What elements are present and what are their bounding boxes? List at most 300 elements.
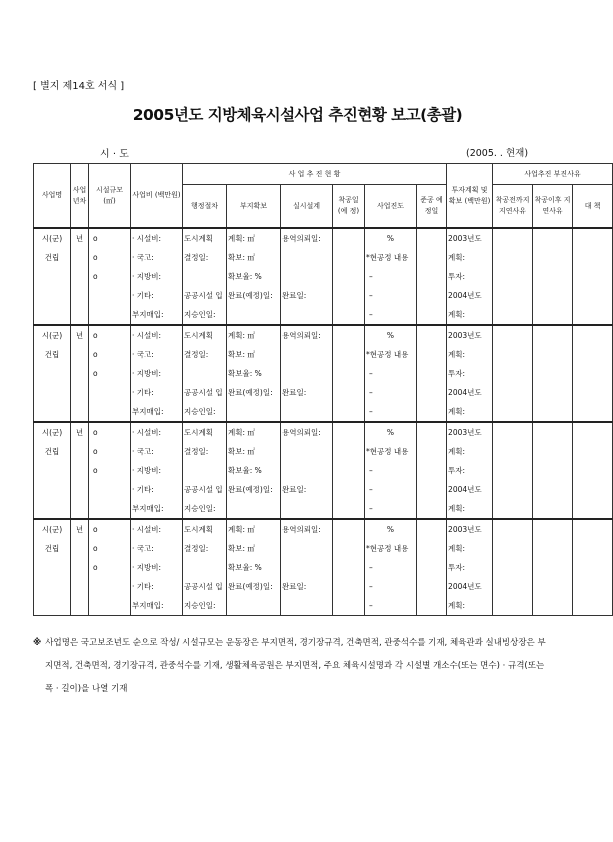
investment-cell: 투자: [447,364,493,383]
investment-cell: 2003년도 [447,519,493,539]
post-construction-reason-cell [533,248,573,267]
progress-cell: – [365,402,417,422]
project-cost-cell: · 기타: [131,480,183,499]
investment-cell: 계획: [447,402,493,422]
design-cell [281,499,333,519]
header-groundbreaking: 착공일 (예 정) [333,185,365,229]
project-name-cell [34,480,71,499]
header-progress-group: 사 업 추 진 현 황 [183,164,447,185]
progress-cell: – [365,461,417,480]
groundbreaking-cell [333,325,365,345]
facility-scale-cell: o [89,228,131,248]
admin-procedure-cell: 지승인일: [183,305,227,325]
progress-cell: – [365,267,417,286]
facility-scale-cell: o [89,345,131,364]
admin-procedure-cell: 도시계획 [183,325,227,345]
progress-cell: – [365,577,417,596]
land-acquisition-cell: 확보율: % [227,267,281,286]
post-construction-reason-cell [533,558,573,577]
project-year-cell [71,383,89,402]
admin-procedure-cell: 결정일: [183,248,227,267]
completion-cell [417,596,447,616]
investment-cell: 계획: [447,442,493,461]
groundbreaking-cell [333,248,365,267]
progress-report-table [33,163,613,616]
project-year-cell [71,364,89,383]
admin-procedure-cell: 공공시설 입 [183,286,227,305]
project-cost-cell: 부지매입: [131,402,183,422]
design-cell [281,402,333,422]
header-progress: 사업진도 [365,185,417,229]
admin-procedure-cell: 공공시설 입 [183,480,227,499]
design-cell: 완료일: [281,577,333,596]
project-cost-cell: · 국고: [131,539,183,558]
admin-procedure-cell [183,267,227,286]
design-cell [281,461,333,480]
investment-cell: 2003년도 [447,422,493,442]
project-year-cell [71,558,89,577]
admin-procedure-cell: 결정일: [183,345,227,364]
project-cost-cell: · 기타: [131,383,183,402]
form-number: [ 별지 제14호 서식 ] [33,81,125,92]
project-row [34,558,613,577]
project-name-cell [34,364,71,383]
completion-cell [417,228,447,248]
design-cell [281,305,333,325]
project-name-cell [34,499,71,519]
project-year-cell: 년 [71,422,89,442]
footnote-mark: ※ [33,638,42,648]
project-year-cell [71,345,89,364]
countermeasure-cell [573,248,613,267]
completion-cell [417,480,447,499]
land-acquisition-cell: 확보율: % [227,461,281,480]
completion-cell [417,461,447,480]
region-label: 시 · 도 [100,149,129,160]
project-row [34,325,613,345]
investment-cell: 계획: [447,499,493,519]
facility-scale-cell: o [89,422,131,442]
design-cell: 용역의뢰일: [281,228,333,248]
countermeasure-cell [573,345,613,364]
design-cell [281,442,333,461]
facility-scale-cell: o [89,442,131,461]
project-cost-cell: · 기타: [131,577,183,596]
admin-procedure-cell: 공공시설 입 [183,577,227,596]
project-cost-cell: · 국고: [131,248,183,267]
project-row [34,499,613,519]
project-year-cell [71,577,89,596]
project-row [34,480,613,499]
project-year-cell [71,461,89,480]
completion-cell [417,345,447,364]
groundbreaking-cell [333,345,365,364]
project-name-cell [34,596,71,616]
header-project-name: 사업명 [34,164,71,229]
countermeasure-cell [573,364,613,383]
project-year-cell [71,480,89,499]
project-year-cell [71,402,89,422]
groundbreaking-cell [333,383,365,402]
project-row [34,402,613,422]
completion-cell [417,422,447,442]
project-row [34,364,613,383]
progress-cell: *현공정 내용 [365,539,417,558]
project-cost-cell: 부지매입: [131,305,183,325]
completion-cell [417,577,447,596]
countermeasure-cell [573,499,613,519]
design-cell [281,596,333,616]
countermeasure-cell [573,577,613,596]
countermeasure-cell [573,596,613,616]
progress-cell: % [365,228,417,248]
post-construction-reason-cell [533,402,573,422]
completion-cell [417,383,447,402]
project-name-cell [34,305,71,325]
investment-cell: 2004년도 [447,577,493,596]
investment-cell: 계획: [447,596,493,616]
groundbreaking-cell [333,577,365,596]
design-cell: 완료일: [281,383,333,402]
post-construction-reason-cell [533,596,573,616]
facility-scale-cell: o [89,364,131,383]
groundbreaking-cell [333,539,365,558]
pre-construction-reason-cell [493,286,533,305]
facility-scale-cell: o [89,519,131,539]
project-year-cell [71,442,89,461]
project-year-cell [71,305,89,325]
land-acquisition-cell [227,305,281,325]
progress-cell: – [365,480,417,499]
project-row [34,596,613,616]
admin-procedure-cell: 도시계획 [183,422,227,442]
pre-construction-reason-cell [493,596,533,616]
project-year-cell [71,499,89,519]
pre-construction-reason-cell [493,461,533,480]
footnote-line-1: ※ 사업명은 국고보조년도 순으로 작성/ 시설규모는 운동장은 부지면적, 경기장규격, 건축면적, 관중석수를 기재, 체육관과 실내빙상장은 부 [33,638,546,648]
progress-cell: – [365,305,417,325]
as-of-date: (2005. . 현재) [466,148,529,159]
post-construction-reason-cell [533,539,573,558]
completion-cell [417,499,447,519]
groundbreaking-cell [333,364,365,383]
project-row [34,577,613,596]
progress-cell: – [365,558,417,577]
completion-cell [417,248,447,267]
land-acquisition-cell [227,402,281,422]
project-year-cell: 년 [71,519,89,539]
groundbreaking-cell [333,267,365,286]
facility-scale-cell [89,286,131,305]
countermeasure-cell [573,325,613,345]
groundbreaking-cell [333,442,365,461]
investment-cell: 2003년도 [447,325,493,345]
groundbreaking-cell [333,499,365,519]
groundbreaking-cell [333,402,365,422]
page-title: 2005년도 지방체육시설사업 추진현황 보고(총괄) [132,106,463,124]
admin-procedure-cell [183,558,227,577]
facility-scale-cell: o [89,267,131,286]
countermeasure-cell [573,267,613,286]
design-cell: 완료일: [281,286,333,305]
pre-construction-reason-cell [493,305,533,325]
project-cost-cell: · 기타: [131,286,183,305]
facility-scale-cell [89,596,131,616]
countermeasure-cell [573,519,613,539]
admin-procedure-cell: 지승인일: [183,596,227,616]
groundbreaking-cell [333,422,365,442]
post-construction-reason-cell [533,383,573,402]
progress-cell: – [365,383,417,402]
project-year-cell [71,267,89,286]
facility-scale-cell: o [89,539,131,558]
pre-construction-reason-cell [493,228,533,248]
land-acquisition-cell: 확보: ㎡ [227,442,281,461]
design-cell [281,267,333,286]
header-completion: 준공 예정일 [417,185,447,229]
pre-construction-reason-cell [493,519,533,539]
project-cost-cell: · 국고: [131,442,183,461]
project-name-cell [34,461,71,480]
facility-scale-cell: o [89,325,131,345]
project-cost-cell: · 지방비: [131,364,183,383]
header-countermeasure: 대 책 [573,185,613,229]
completion-cell [417,267,447,286]
design-cell: 용역의뢰일: [281,325,333,345]
pre-construction-reason-cell [493,325,533,345]
project-row [34,422,613,442]
project-name-cell: 시(군) [34,228,71,248]
post-construction-reason-cell [533,480,573,499]
land-acquisition-cell: 계획: ㎡ [227,519,281,539]
project-name-cell: 시(군) [34,519,71,539]
facility-scale-cell [89,383,131,402]
project-row [34,345,613,364]
pre-construction-reason-cell [493,248,533,267]
admin-procedure-cell: 지승인일: [183,402,227,422]
admin-procedure-cell: 공공시설 입 [183,383,227,402]
footnote-line-2: 지면적, 건축면적, 경기장규격, 관중석수를 기재, 생활체육공원은 부지면적, 주요 체육시설명과 각 시설별 개소수(또는 면수) · 규격(또는 [45,661,545,671]
pre-construction-reason-cell [493,480,533,499]
post-construction-reason-cell [533,499,573,519]
countermeasure-cell [573,539,613,558]
post-construction-reason-cell [533,422,573,442]
post-construction-reason-cell [533,228,573,248]
header-row-top [34,164,613,185]
admin-procedure-cell: 결정일: [183,442,227,461]
countermeasure-cell [573,558,613,577]
investment-cell: 2004년도 [447,383,493,402]
project-name-cell: 건립 [34,345,71,364]
land-acquisition-cell: 확보: ㎡ [227,345,281,364]
pre-construction-reason-cell [493,442,533,461]
pre-construction-reason-cell [493,539,533,558]
post-construction-reason-cell [533,461,573,480]
project-cost-cell: · 지방비: [131,558,183,577]
groundbreaking-cell [333,286,365,305]
progress-cell: – [365,596,417,616]
countermeasure-cell [573,442,613,461]
countermeasure-cell [573,286,613,305]
groundbreaking-cell [333,228,365,248]
project-name-cell [34,286,71,305]
groundbreaking-cell [333,305,365,325]
countermeasure-cell [573,383,613,402]
land-acquisition-cell: 완료(예정)일: [227,286,281,305]
project-name-cell [34,558,71,577]
design-cell: 완료일: [281,480,333,499]
header-admin: 행정절차 [183,185,227,229]
completion-cell [417,442,447,461]
groundbreaking-cell [333,519,365,539]
project-cost-cell: · 시설비: [131,325,183,345]
investment-cell: 투자: [447,267,493,286]
project-name-cell: 시(군) [34,325,71,345]
land-acquisition-cell: 완료(예정)일: [227,480,281,499]
countermeasure-cell [573,305,613,325]
investment-cell: 계획: [447,345,493,364]
post-construction-reason-cell [533,305,573,325]
land-acquisition-cell: 완료(예정)일: [227,577,281,596]
design-cell [281,248,333,267]
project-cost-cell: · 지방비: [131,461,183,480]
facility-scale-cell: o [89,558,131,577]
land-acquisition-cell: 확보율: % [227,364,281,383]
progress-cell: *현공정 내용 [365,442,417,461]
facility-scale-cell [89,305,131,325]
investment-cell: 2004년도 [447,286,493,305]
project-name-cell [34,267,71,286]
project-row [34,519,613,539]
facility-scale-cell: o [89,461,131,480]
progress-cell: – [365,499,417,519]
progress-cell: – [365,364,417,383]
completion-cell [417,558,447,577]
header-post-construction: 착공이후 지연사유 [533,185,573,229]
project-row [34,228,613,248]
pre-construction-reason-cell [493,383,533,402]
project-row [34,305,613,325]
pre-construction-reason-cell [493,402,533,422]
design-cell [281,539,333,558]
investment-cell: 투자: [447,558,493,577]
project-cost-cell: · 국고: [131,345,183,364]
progress-cell: % [365,519,417,539]
progress-cell: % [365,325,417,345]
completion-cell [417,364,447,383]
project-year-cell: 년 [71,228,89,248]
project-name-cell: 건립 [34,248,71,267]
land-acquisition-cell: 확보: ㎡ [227,248,281,267]
pre-construction-reason-cell [493,422,533,442]
investment-cell: 계획: [447,248,493,267]
design-cell [281,558,333,577]
pre-construction-reason-cell [493,345,533,364]
project-name-cell [34,577,71,596]
post-construction-reason-cell [533,519,573,539]
land-acquisition-cell: 계획: ㎡ [227,422,281,442]
footnote [33,632,548,701]
progress-cell: *현공정 내용 [365,345,417,364]
header-pre-construction: 착공전까지 지연사유 [493,185,533,229]
design-cell [281,364,333,383]
countermeasure-cell [573,228,613,248]
project-cost-cell: · 시설비: [131,422,183,442]
project-row [34,442,613,461]
facility-scale-cell [89,402,131,422]
project-year-cell [71,596,89,616]
project-cost-cell: 부지매입: [131,499,183,519]
admin-procedure-cell: 결정일: [183,539,227,558]
project-cost-cell: · 시설비: [131,519,183,539]
land-acquisition-cell: 계획: ㎡ [227,228,281,248]
land-acquisition-cell: 확보율: % [227,558,281,577]
project-row [34,539,613,558]
project-name-cell: 건립 [34,539,71,558]
progress-cell: *현공정 내용 [365,248,417,267]
completion-cell [417,305,447,325]
project-year-cell [71,248,89,267]
header-land: 부지확보 [227,185,281,229]
progress-cell: % [365,422,417,442]
completion-cell [417,402,447,422]
countermeasure-cell [573,461,613,480]
post-construction-reason-cell [533,364,573,383]
admin-procedure-cell [183,364,227,383]
project-row [34,267,613,286]
project-name-cell [34,383,71,402]
post-construction-reason-cell [533,442,573,461]
project-row [34,286,613,305]
header-facility-scale: 시설규모 (㎡) [89,164,131,229]
completion-cell [417,325,447,345]
facility-scale-cell [89,499,131,519]
header-project-year: 사업 년차 [71,164,89,229]
header-investment: 투자계획 및 확보 (백만원) [447,164,493,229]
investment-cell: 계획: [447,305,493,325]
project-name-cell: 건립 [34,442,71,461]
countermeasure-cell [573,402,613,422]
groundbreaking-cell [333,480,365,499]
project-year-cell [71,539,89,558]
groundbreaking-cell [333,596,365,616]
post-construction-reason-cell [533,286,573,305]
pre-construction-reason-cell [493,267,533,286]
countermeasure-cell [573,422,613,442]
project-name-cell [34,402,71,422]
land-acquisition-cell: 완료(예정)일: [227,383,281,402]
post-construction-reason-cell [533,345,573,364]
pre-construction-reason-cell [493,364,533,383]
header-project-cost: 사업비 (백만원) [131,164,183,229]
project-row [34,248,613,267]
facility-scale-cell: o [89,248,131,267]
land-acquisition-cell: 계획: ㎡ [227,325,281,345]
design-cell: 용역의뢰일: [281,422,333,442]
completion-cell [417,539,447,558]
pre-construction-reason-cell [493,558,533,577]
project-year-cell: 년 [71,325,89,345]
footnote-line-3: 폭 · 길이)을 나열 기재 [45,684,128,694]
investment-cell: 2004년도 [447,480,493,499]
facility-scale-cell [89,480,131,499]
project-cost-cell: · 시설비: [131,228,183,248]
design-cell [281,345,333,364]
groundbreaking-cell [333,558,365,577]
completion-cell [417,286,447,305]
land-acquisition-cell: 확보: ㎡ [227,539,281,558]
groundbreaking-cell [333,461,365,480]
